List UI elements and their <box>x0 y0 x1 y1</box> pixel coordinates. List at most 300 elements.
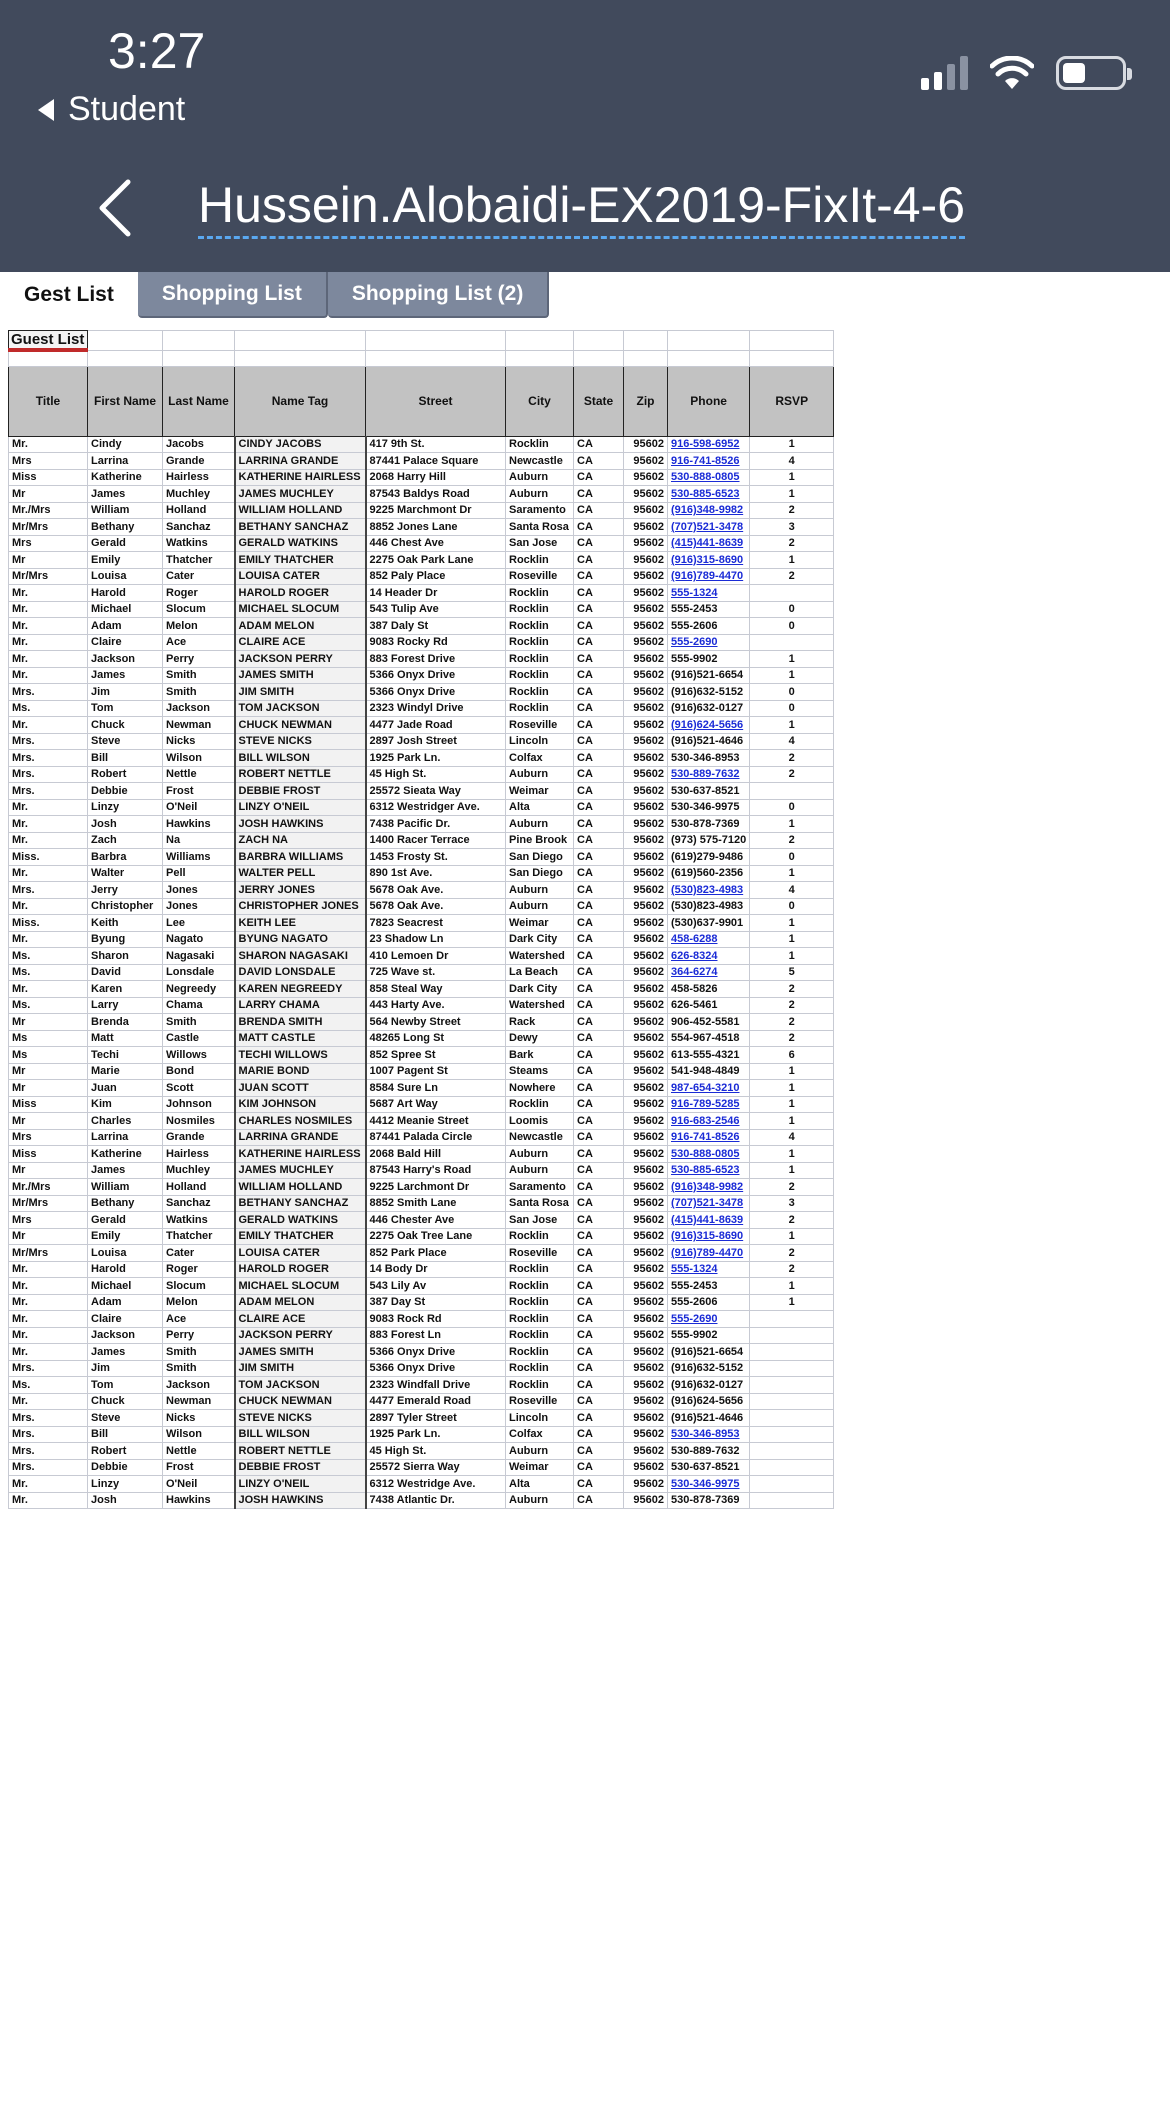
cell-last[interactable]: Smith <box>163 1014 235 1031</box>
cell-tag[interactable]: KEITH LEE <box>235 915 366 932</box>
cell-zip[interactable]: 95602 <box>624 1410 668 1427</box>
cell-city[interactable]: San Diego <box>506 849 574 866</box>
cell-city[interactable]: Roseville <box>506 717 574 734</box>
cell-street[interactable]: 2323 Windyl Drive <box>366 700 506 717</box>
cell-last[interactable]: Ace <box>163 1311 235 1328</box>
cell-title[interactable]: Mr. <box>9 816 88 833</box>
cell-state[interactable]: CA <box>574 1030 624 1047</box>
phone-link[interactable]: (916)315-8690 <box>671 553 744 566</box>
cell-last[interactable]: Melon <box>163 1294 235 1311</box>
cell-title[interactable]: Mr <box>9 1228 88 1245</box>
phone-link[interactable]: 530-888-0805 <box>671 1147 740 1160</box>
cell-rsvp[interactable]: 1 <box>750 1294 834 1311</box>
cell-zip[interactable]: 95602 <box>624 750 668 767</box>
cell-last[interactable]: Grande <box>163 1129 235 1146</box>
cell-street[interactable]: 858 Steal Way <box>366 981 506 998</box>
cell-first[interactable]: Jim <box>88 1360 163 1377</box>
cell-last[interactable]: Cater <box>163 1245 235 1262</box>
cell-tag[interactable]: CLAIRE ACE <box>235 634 366 651</box>
cell-last[interactable]: Hawkins <box>163 1492 235 1509</box>
cell-last[interactable]: Bond <box>163 1063 235 1080</box>
header-street[interactable]: Street <box>366 366 506 436</box>
cell-rsvp[interactable] <box>750 585 834 602</box>
cell-state[interactable]: CA <box>574 568 624 585</box>
cell-city[interactable]: Weimar <box>506 783 574 800</box>
cell-city[interactable]: Steams <box>506 1063 574 1080</box>
cell-street[interactable]: 45 High St. <box>366 766 506 783</box>
phone-link[interactable]: 530-888-0805 <box>671 471 740 484</box>
cell-zip[interactable]: 95602 <box>624 1311 668 1328</box>
cell-street[interactable]: 387 Day St <box>366 1294 506 1311</box>
cell-phone[interactable] <box>668 964 750 981</box>
cell-city[interactable]: San Jose <box>506 1212 574 1229</box>
cell-street[interactable]: 23 Shadow Ln <box>366 931 506 948</box>
cell-city[interactable]: Roseville <box>506 568 574 585</box>
cell-city[interactable]: Watershed <box>506 948 574 965</box>
cell-tag[interactable]: DAVID LONSDALE <box>235 964 366 981</box>
cell-city[interactable]: Dark City <box>506 981 574 998</box>
cell-phone[interactable] <box>668 502 750 519</box>
cell-phone[interactable]: 555-2453 <box>668 1278 750 1295</box>
cell-rsvp[interactable]: 4 <box>750 453 834 470</box>
phone-link[interactable]: 530-889-7632 <box>671 768 740 781</box>
cell-rsvp[interactable]: 1 <box>750 931 834 948</box>
cell-last[interactable]: Sanchaz <box>163 519 235 536</box>
cell-title[interactable]: Ms <box>9 1047 88 1064</box>
cell-phone[interactable]: (530)637-9901 <box>668 915 750 932</box>
cell-rsvp[interactable]: 1 <box>750 1228 834 1245</box>
cell-first[interactable]: Techi <box>88 1047 163 1064</box>
cell-city[interactable]: Rocklin <box>506 634 574 651</box>
cell-phone[interactable]: 530-878-7369 <box>668 816 750 833</box>
phone-link[interactable]: 916-741-8526 <box>671 454 740 467</box>
cell-rsvp[interactable]: 0 <box>750 799 834 816</box>
cell-tag[interactable]: ADAM MELON <box>235 1294 366 1311</box>
cell-city[interactable]: Rocklin <box>506 1294 574 1311</box>
cell-street[interactable]: 1925 Park Ln. <box>366 1426 506 1443</box>
phone-link[interactable]: (707)521-3478 <box>671 1197 744 1210</box>
cell-zip[interactable]: 95602 <box>624 1360 668 1377</box>
cell-last[interactable]: Thatcher <box>163 1228 235 1245</box>
cell-rsvp[interactable]: 4 <box>750 1129 834 1146</box>
cell-zip[interactable]: 95602 <box>624 1377 668 1394</box>
cell-tag[interactable]: CHUCK NEWMAN <box>235 717 366 734</box>
cell-first[interactable]: Linzy <box>88 799 163 816</box>
cell-state[interactable]: CA <box>574 1195 624 1212</box>
cell-street[interactable]: 9225 Larchmont Dr <box>366 1179 506 1196</box>
cell-zip[interactable]: 95602 <box>624 948 668 965</box>
phone-link[interactable]: (916)315-8690 <box>671 1230 744 1243</box>
cell-state[interactable]: CA <box>574 1294 624 1311</box>
cell-phone[interactable] <box>668 1195 750 1212</box>
cell-last[interactable]: Smith <box>163 684 235 701</box>
cell-rsvp[interactable]: 1 <box>750 667 834 684</box>
cell-tag[interactable]: BYUNG NAGATO <box>235 931 366 948</box>
cell-street[interactable]: 410 Lemoen Dr <box>366 948 506 965</box>
cell-rsvp[interactable]: 2 <box>750 1179 834 1196</box>
cell-first[interactable]: Debbie <box>88 783 163 800</box>
cell-zip[interactable]: 95602 <box>624 997 668 1014</box>
cell-zip[interactable]: 95602 <box>624 816 668 833</box>
cell-state[interactable]: CA <box>574 1014 624 1031</box>
cell-title[interactable]: Mrs <box>9 1129 88 1146</box>
cell-rsvp[interactable]: 0 <box>750 898 834 915</box>
cell-title[interactable]: Mr <box>9 1014 88 1031</box>
cell-last[interactable]: Cater <box>163 568 235 585</box>
cell-street[interactable]: 1007 Pagent St <box>366 1063 506 1080</box>
cell-phone[interactable]: (916)632-0127 <box>668 700 750 717</box>
cell-title[interactable]: Miss <box>9 469 88 486</box>
cell-last[interactable]: Grande <box>163 453 235 470</box>
cell-state[interactable]: CA <box>574 1476 624 1493</box>
cell-phone[interactable]: 530-637-8521 <box>668 1459 750 1476</box>
header-zip[interactable]: Zip <box>624 366 668 436</box>
cell-first[interactable]: Tom <box>88 700 163 717</box>
cell-city[interactable]: Rocklin <box>506 1327 574 1344</box>
cell-tag[interactable]: CINDY JACOBS <box>235 436 366 453</box>
cell-rsvp[interactable]: 2 <box>750 1212 834 1229</box>
cell-first[interactable]: William <box>88 502 163 519</box>
cell-rsvp[interactable] <box>750 1443 834 1460</box>
cell-city[interactable]: Rocklin <box>506 1311 574 1328</box>
cell-first[interactable]: Bill <box>88 750 163 767</box>
cell-title[interactable]: Miss. <box>9 849 88 866</box>
cell-last[interactable]: Scott <box>163 1080 235 1097</box>
cell-rsvp[interactable] <box>750 1476 834 1493</box>
cell-tag[interactable]: MICHAEL SLOCUM <box>235 601 366 618</box>
cell-title[interactable]: Mr. <box>9 717 88 734</box>
cell-zip[interactable]: 95602 <box>624 1129 668 1146</box>
cell-zip[interactable]: 95602 <box>624 1476 668 1493</box>
phone-link[interactable]: 555-1324 <box>671 1263 718 1276</box>
cell-last[interactable]: Nettle <box>163 766 235 783</box>
cell-street[interactable]: 2068 Harry Hill <box>366 469 506 486</box>
cell-tag[interactable]: ADAM MELON <box>235 618 366 635</box>
cell-phone[interactable] <box>668 1311 750 1328</box>
cell-street[interactable]: 9083 Rock Rd <box>366 1311 506 1328</box>
cell-last[interactable]: Melon <box>163 618 235 635</box>
cell-state[interactable]: CA <box>574 667 624 684</box>
header-title[interactable]: Title <box>9 366 88 436</box>
cell-phone[interactable]: (530)823-4983 <box>668 898 750 915</box>
cell-street[interactable]: 2275 Oak Tree Lane <box>366 1228 506 1245</box>
cell-state[interactable]: CA <box>574 684 624 701</box>
cell-zip[interactable]: 95602 <box>624 618 668 635</box>
cell-zip[interactable]: 95602 <box>624 1179 668 1196</box>
cell-city[interactable]: Watershed <box>506 997 574 1014</box>
cell-tag[interactable]: JERRY JONES <box>235 882 366 899</box>
cell-rsvp[interactable]: 1 <box>750 486 834 503</box>
cell-phone[interactable]: 555-2453 <box>668 601 750 618</box>
cell-street[interactable]: 6312 Westridge Ave. <box>366 1476 506 1493</box>
cell-first[interactable]: Chuck <box>88 717 163 734</box>
cell-tag[interactable]: MICHAEL SLOCUM <box>235 1278 366 1295</box>
cell-tag[interactable]: EMILY THATCHER <box>235 1228 366 1245</box>
cell-street[interactable]: 543 Tulip Ave <box>366 601 506 618</box>
cell-zip[interactable]: 95602 <box>624 882 668 899</box>
cell-last[interactable]: Slocum <box>163 601 235 618</box>
cell-street[interactable]: 7823 Seacrest <box>366 915 506 932</box>
cell-city[interactable]: Weimar <box>506 915 574 932</box>
cell-street[interactable]: 9083 Rocky Rd <box>366 634 506 651</box>
cell-phone[interactable]: (916)521-6654 <box>668 667 750 684</box>
cell-phone[interactable]: 555-2606 <box>668 618 750 635</box>
cell-rsvp[interactable] <box>750 1492 834 1509</box>
phone-link[interactable]: 530-885-6523 <box>671 487 740 500</box>
cell-title[interactable]: Mr. <box>9 898 88 915</box>
cell-title[interactable]: Mrs. <box>9 882 88 899</box>
sheet-title[interactable]: Guest List <box>9 331 88 351</box>
cell-first[interactable]: Jackson <box>88 1327 163 1344</box>
cell-city[interactable]: Alta <box>506 799 574 816</box>
cell-phone[interactable]: 530-346-9975 <box>668 799 750 816</box>
cell-phone[interactable] <box>668 436 750 453</box>
cell-zip[interactable]: 95602 <box>624 799 668 816</box>
cell-phone[interactable] <box>668 1212 750 1229</box>
cell-last[interactable]: Castle <box>163 1030 235 1047</box>
cell-city[interactable]: Auburn <box>506 486 574 503</box>
cell-phone[interactable]: 530-878-7369 <box>668 1492 750 1509</box>
cell-phone[interactable]: (916)521-6654 <box>668 1344 750 1361</box>
header-city[interactable]: City <box>506 366 574 436</box>
cell-city[interactable]: Rocklin <box>506 1261 574 1278</box>
cell-tag[interactable]: LINZY O'NEIL <box>235 799 366 816</box>
cell-street[interactable]: 1400 Racer Terrace <box>366 832 506 849</box>
cell-rsvp[interactable]: 2 <box>750 535 834 552</box>
cell-tag[interactable]: KIM JOHNSON <box>235 1096 366 1113</box>
cell-phone[interactable]: (973) 575-7120 <box>668 832 750 849</box>
cell-tag[interactable]: LOUISA CATER <box>235 568 366 585</box>
cell-street[interactable]: 5366 Onyx Drive <box>366 684 506 701</box>
cell-city[interactable]: Auburn <box>506 1162 574 1179</box>
cell-zip[interactable]: 95602 <box>624 1278 668 1295</box>
cell-phone[interactable]: 626-5461 <box>668 997 750 1014</box>
cell-first[interactable]: Claire <box>88 1311 163 1328</box>
cell-first[interactable]: Louisa <box>88 568 163 585</box>
cell-tag[interactable]: WILLIAM HOLLAND <box>235 1179 366 1196</box>
cell-city[interactable]: Bark <box>506 1047 574 1064</box>
cell-street[interactable]: 543 Lily Av <box>366 1278 506 1295</box>
cell-zip[interactable]: 95602 <box>624 865 668 882</box>
cell-first[interactable]: Cindy <box>88 436 163 453</box>
cell-first[interactable]: Sharon <box>88 948 163 965</box>
cell-city[interactable]: Auburn <box>506 1492 574 1509</box>
cell-title[interactable]: Mr/Mrs <box>9 1195 88 1212</box>
cell-street[interactable]: 852 Spree St <box>366 1047 506 1064</box>
cell-last[interactable]: Hairless <box>163 1146 235 1163</box>
cell-street[interactable]: 4477 Emerald Road <box>366 1393 506 1410</box>
cell-title[interactable]: Mr. <box>9 981 88 998</box>
cell-first[interactable]: David <box>88 964 163 981</box>
cell-zip[interactable]: 95602 <box>624 1195 668 1212</box>
cell-title[interactable]: Mrs. <box>9 1459 88 1476</box>
cell-last[interactable]: Na <box>163 832 235 849</box>
cell-tag[interactable]: STEVE NICKS <box>235 733 366 750</box>
cell-city[interactable]: Auburn <box>506 1443 574 1460</box>
cell-city[interactable]: Roseville <box>506 1245 574 1262</box>
cell-last[interactable]: Newman <box>163 717 235 734</box>
cell-state[interactable]: CA <box>574 750 624 767</box>
cell-state[interactable]: CA <box>574 634 624 651</box>
cell-phone[interactable] <box>668 568 750 585</box>
cell-city[interactable]: Rocklin <box>506 585 574 602</box>
document-title[interactable]: Hussein.Alobaidi-EX2019-FixIt-4-6 <box>198 176 965 239</box>
cell-first[interactable]: James <box>88 1344 163 1361</box>
cell-first[interactable]: William <box>88 1179 163 1196</box>
cell-city[interactable]: San Jose <box>506 535 574 552</box>
cell-city[interactable]: Rocklin <box>506 1360 574 1377</box>
cell-state[interactable]: CA <box>574 502 624 519</box>
cell-first[interactable]: Marie <box>88 1063 163 1080</box>
cell-rsvp[interactable]: 2 <box>750 981 834 998</box>
cell-rsvp[interactable]: 2 <box>750 1014 834 1031</box>
cell-title[interactable]: Mrs <box>9 535 88 552</box>
cell-street[interactable]: 446 Chester Ave <box>366 1212 506 1229</box>
cell-state[interactable]: CA <box>574 849 624 866</box>
cell-phone[interactable]: (619)279-9486 <box>668 849 750 866</box>
cell-phone[interactable] <box>668 1129 750 1146</box>
cell-street[interactable]: 5678 Oak Ave. <box>366 898 506 915</box>
cell-zip[interactable]: 95602 <box>624 1393 668 1410</box>
cell-zip[interactable]: 95602 <box>624 931 668 948</box>
cell-title[interactable]: Mr. <box>9 1294 88 1311</box>
cell-phone[interactable] <box>668 535 750 552</box>
cell-tag[interactable]: STEVE NICKS <box>235 1410 366 1427</box>
cell-tag[interactable]: LARRY CHAMA <box>235 997 366 1014</box>
back-to-app[interactable] <box>38 90 185 129</box>
cell-title[interactable]: Mrs. <box>9 684 88 701</box>
header-rsvp[interactable]: RSVP <box>750 366 834 436</box>
cell-city[interactable]: Colfax <box>506 750 574 767</box>
phone-link[interactable]: 530-346-9975 <box>671 1477 740 1490</box>
cell-phone[interactable]: 530-637-8521 <box>668 783 750 800</box>
cell-phone[interactable]: 530-889-7632 <box>668 1443 750 1460</box>
cell-phone[interactable] <box>668 1096 750 1113</box>
cell-state[interactable]: CA <box>574 783 624 800</box>
cell-rsvp[interactable]: 1 <box>750 436 834 453</box>
cell-state[interactable]: CA <box>574 1179 624 1196</box>
cell-rsvp[interactable]: 1 <box>750 1162 834 1179</box>
cell-phone[interactable] <box>668 1261 750 1278</box>
cell-tag[interactable]: TECHI WILLOWS <box>235 1047 366 1064</box>
cell-city[interactable]: Rocklin <box>506 436 574 453</box>
cell-last[interactable]: Smith <box>163 1344 235 1361</box>
phone-link[interactable]: 555-1324 <box>671 586 718 599</box>
cell-title[interactable]: Ms. <box>9 948 88 965</box>
cell-city[interactable]: Weimar <box>506 1459 574 1476</box>
cell-title[interactable]: Mr/Mrs <box>9 568 88 585</box>
cell-last[interactable]: Negreedy <box>163 981 235 998</box>
cell-last[interactable]: Hawkins <box>163 816 235 833</box>
cell-rsvp[interactable] <box>750 1393 834 1410</box>
cell-title[interactable]: Mr. <box>9 601 88 618</box>
cell-rsvp[interactable]: 6 <box>750 1047 834 1064</box>
cell-zip[interactable]: 95602 <box>624 1327 668 1344</box>
cell-tag[interactable]: ZACH NA <box>235 832 366 849</box>
cell-title[interactable]: Mr. <box>9 634 88 651</box>
cell-rsvp[interactable]: 0 <box>750 618 834 635</box>
cell-rsvp[interactable] <box>750 783 834 800</box>
cell-state[interactable]: CA <box>574 997 624 1014</box>
cell-state[interactable]: CA <box>574 552 624 569</box>
cell-tag[interactable]: HAROLD ROGER <box>235 1261 366 1278</box>
cell-phone[interactable]: 458-5826 <box>668 981 750 998</box>
cell-tag[interactable]: LARRINA GRANDE <box>235 453 366 470</box>
cell-title[interactable]: Mr <box>9 1113 88 1130</box>
cell-tag[interactable]: JAMES SMITH <box>235 667 366 684</box>
cell-state[interactable]: CA <box>574 717 624 734</box>
cell-city[interactable]: Rocklin <box>506 651 574 668</box>
cell-tag[interactable]: KATHERINE HAIRLESS <box>235 1146 366 1163</box>
cell-city[interactable]: Auburn <box>506 1146 574 1163</box>
cell-first[interactable]: Linzy <box>88 1476 163 1493</box>
cell-phone[interactable] <box>668 486 750 503</box>
cell-city[interactable]: Auburn <box>506 882 574 899</box>
cell-first[interactable]: Byung <box>88 931 163 948</box>
cell-city[interactable]: Saramento <box>506 1179 574 1196</box>
cell-phone[interactable] <box>668 1476 750 1493</box>
phone-link[interactable]: 530-885-6523 <box>671 1164 740 1177</box>
cell-zip[interactable]: 95602 <box>624 1344 668 1361</box>
cell-rsvp[interactable]: 2 <box>750 1030 834 1047</box>
cell-state[interactable]: CA <box>574 964 624 981</box>
cell-rsvp[interactable]: 0 <box>750 684 834 701</box>
cell-first[interactable]: Barbra <box>88 849 163 866</box>
cell-state[interactable]: CA <box>574 1228 624 1245</box>
cell-title[interactable]: Mr <box>9 1063 88 1080</box>
cell-phone[interactable] <box>668 931 750 948</box>
cell-zip[interactable]: 95602 <box>624 1459 668 1476</box>
cell-phone[interactable]: 613-555-4321 <box>668 1047 750 1064</box>
cell-first[interactable]: Robert <box>88 766 163 783</box>
cell-last[interactable]: Wilson <box>163 750 235 767</box>
cell-tag[interactable]: WALTER PELL <box>235 865 366 882</box>
cell-title[interactable]: Mr <box>9 486 88 503</box>
cell-first[interactable]: Christopher <box>88 898 163 915</box>
cell-tag[interactable]: BETHANY SANCHAZ <box>235 519 366 536</box>
cell-city[interactable]: Rocklin <box>506 601 574 618</box>
phone-link[interactable]: (916)789-4470 <box>671 570 744 583</box>
cell-first[interactable]: Harold <box>88 1261 163 1278</box>
cell-first[interactable]: Michael <box>88 601 163 618</box>
cell-last[interactable]: Watkins <box>163 1212 235 1229</box>
cell-street[interactable]: 2897 Josh Street <box>366 733 506 750</box>
cell-street[interactable]: 8584 Sure Ln <box>366 1080 506 1097</box>
cell-state[interactable]: CA <box>574 1113 624 1130</box>
cell-zip[interactable]: 95602 <box>624 1245 668 1262</box>
cell-tag[interactable]: ROBERT NETTLE <box>235 1443 366 1460</box>
cell-city[interactable]: Colfax <box>506 1426 574 1443</box>
cell-state[interactable]: CA <box>574 1410 624 1427</box>
cell-rsvp[interactable]: 1 <box>750 1278 834 1295</box>
cell-rsvp[interactable]: 1 <box>750 1063 834 1080</box>
cell-first[interactable]: Steve <box>88 733 163 750</box>
cell-tag[interactable]: CLAIRE ACE <box>235 1311 366 1328</box>
cell-city[interactable]: Lincoln <box>506 733 574 750</box>
cell-title[interactable]: Mr. <box>9 1344 88 1361</box>
cell-state[interactable]: CA <box>574 882 624 899</box>
cell-phone[interactable]: (916)521-4646 <box>668 1410 750 1427</box>
cell-last[interactable]: Williams <box>163 849 235 866</box>
cell-rsvp[interactable] <box>750 1459 834 1476</box>
phone-link[interactable]: 530-346-8953 <box>671 1428 740 1441</box>
cell-title[interactable]: Ms. <box>9 1377 88 1394</box>
cell-first[interactable]: Chuck <box>88 1393 163 1410</box>
cell-title[interactable]: Mrs. <box>9 766 88 783</box>
cell-city[interactable]: Rocklin <box>506 700 574 717</box>
cell-rsvp[interactable]: 1 <box>750 948 834 965</box>
cell-last[interactable]: Pell <box>163 865 235 882</box>
